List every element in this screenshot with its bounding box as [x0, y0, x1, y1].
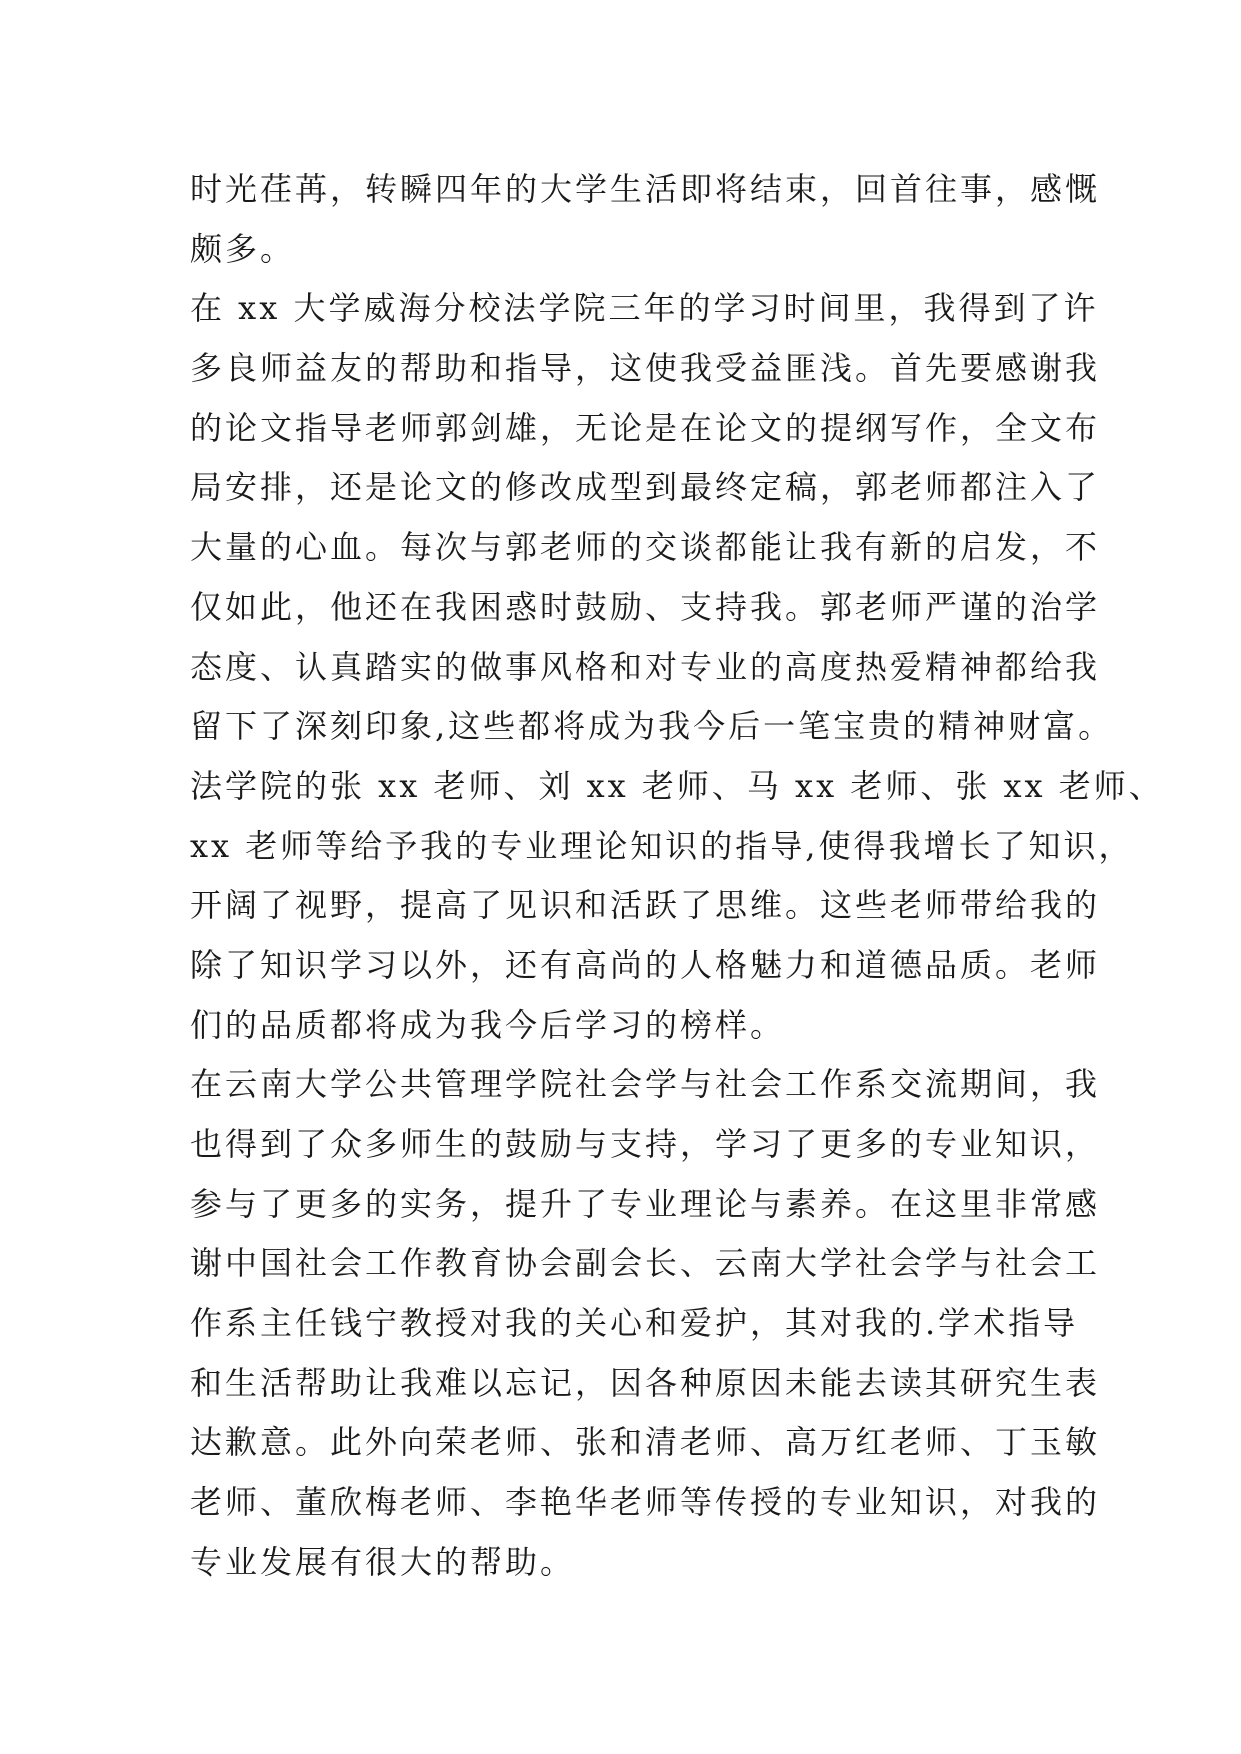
text-line: 达歉意。此外向荣老师、张和清老师、高万红老师、丁玉敏: [190, 1423, 1101, 1462]
text-line: 时光荏苒，转瞬四年的大学生活即将结束，回首往事，感慨: [190, 170, 1101, 208]
text-line: 专业发展有很大的帮助。: [190, 1542, 576, 1581]
text-line: 参与了更多的实务，提升了专业理论与素养。在这里非常感: [190, 1184, 1101, 1223]
text-line: 和生活帮助让我难以忘记，因各种原因未能去读其研究生表: [190, 1363, 1101, 1402]
text-line: xx 老师等给予我的专业理论知识的指导,使得我增长了知识，: [190, 826, 1134, 865]
text-line: 留下了深刻印象,这些都将成为我今后一笔宝贵的精神财富。: [190, 707, 1114, 746]
text-line: 多良师益友的帮助和指导，这使我受益匪浅。首先要感谢我: [190, 349, 1101, 388]
text-line: 在 xx 大学威海分校法学院三年的学习时间里，我得到了许: [190, 289, 1099, 328]
text-line: 颇多。: [190, 229, 296, 268]
text-line: 法学院的张 xx 老师、刘 xx 老师、马 xx 老师、张 xx 老师、: [190, 766, 1164, 805]
acknowledgement-text: [190, 160, 1164, 1593]
text-line: 开阔了视野，提高了见识和活跃了思维。这些老师带给我的: [190, 886, 1101, 925]
text-line: 除了知识学习以外，还有高尚的人格魅力和道德品质。老师: [190, 945, 1101, 984]
text-line: 老师、董欣梅老师、李艳华老师等传授的专业知识，对我的: [190, 1483, 1101, 1522]
text-line: 在云南大学公共管理学院社会学与社会工作系交流期间，我: [190, 1065, 1101, 1104]
text-line: 们的品质都将成为我今后学习的榜样。: [190, 1005, 786, 1044]
text-line: 态度、认真踏实的做事风格和对专业的高度热爱精神都给我: [190, 647, 1101, 686]
text-line: 谢中国社会工作教育协会副会长、云南大学社会学与社会工: [190, 1244, 1101, 1283]
text-line: 作系主任钱宁教授对我的关心和爱护，其对我的.学术指导: [190, 1304, 1079, 1343]
text-line: 仅如此，他还在我困惑时鼓励、支持我。郭老师严谨的治学: [190, 587, 1101, 626]
text-line: 大量的心血。每次与郭老师的交谈都能让我有新的启发，不: [190, 528, 1101, 567]
text-line: 局安排，还是论文的修改成型到最终定稿，郭老师都注入了: [190, 468, 1101, 507]
text-line: 的论文指导老师郭剑雄，无论是在论文的提纲写作，全文布: [190, 408, 1101, 447]
text-line: 也得到了众多师生的鼓励与支持，学习了更多的专业知识，: [190, 1125, 1101, 1163]
